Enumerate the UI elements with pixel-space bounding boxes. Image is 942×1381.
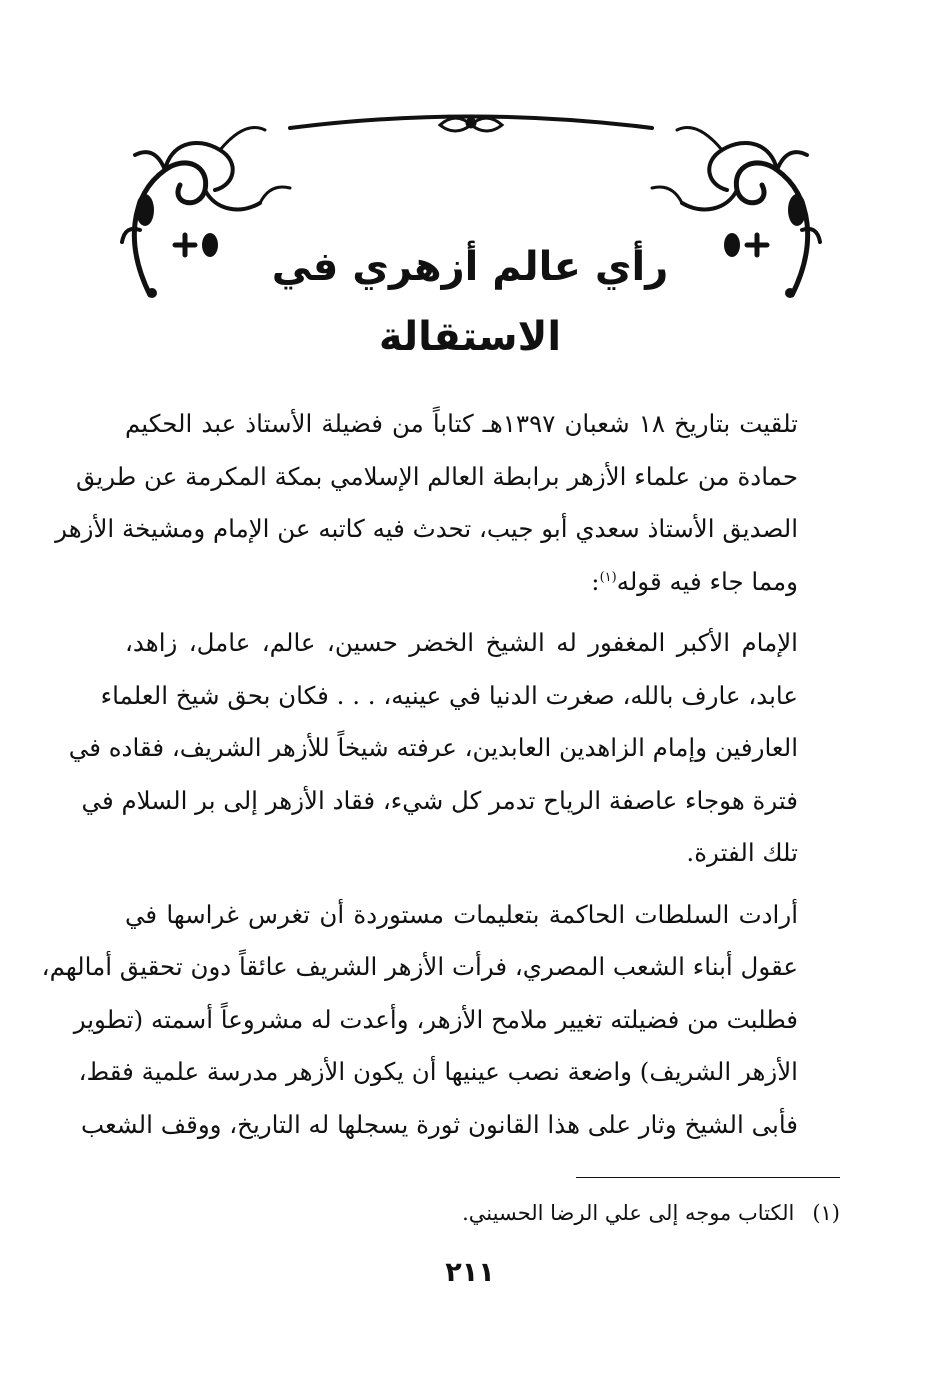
footnote-number: (١) xyxy=(812,1201,840,1225)
paragraph-2 xyxy=(68,617,840,880)
footnote xyxy=(340,1195,840,1231)
text-line xyxy=(125,556,840,609)
text-line: تلك الفترة. xyxy=(686,838,798,867)
text-line: تلقيت بتاريخ ١٨ شعبان ١٣٩٧هـ كتاباً من فضيلة الأستاذ عبد الحكيم xyxy=(125,409,799,438)
text-fragment: : xyxy=(591,566,600,596)
text-line: حمادة من علماء الأزهر برابطة العالم الإسلامي بمكة المكرمة عن طريق xyxy=(75,461,798,491)
text-line: عقول أبناء الشعب المصري، فرأت الأزهر الشريف عائقاً دون تحقيق أمالهم، xyxy=(41,952,798,981)
main-text xyxy=(41,398,840,1160)
footnote-separator xyxy=(576,1177,840,1178)
footnote-text: الكتاب موجه إلى علي الرضا الحسيني. xyxy=(462,1201,795,1225)
text-fragment: ومما جاء فيه قوله xyxy=(616,566,798,596)
page-number: ٢١١ xyxy=(445,1257,495,1288)
text-line: الصديق الأستاذ سعدي أبو جيب، تحدث فيه كاتبه عن الإمام ومشيخة الأزهر xyxy=(55,514,798,543)
paragraph-3 xyxy=(41,889,840,1152)
text-line: العارفين وإمام الزاهدين العابدين، عرفته شيخاً للأزهر الشريف، فقاده في xyxy=(68,733,798,762)
text-line: فأبى الشيخ وثار على هذا القانون ثورة يسجلها له التاريخ، ووقف الشعب xyxy=(80,1109,798,1139)
text-line: فترة هوجاء عاصفة الرياح تدمر كل شيء، فقاد الأزهر إلى بر السلام في xyxy=(81,785,798,815)
text-line: الإمام الأكبر المغفور له الشيخ الخضر حسين، عالم، عامل، زاهد، xyxy=(125,628,798,657)
footnote-reference[interactable]: (١) xyxy=(599,569,617,585)
page-title: رأي عالم أزهري في الاستقالة xyxy=(271,244,669,360)
text-line: الأزهر الشريف) واضعة نصب عينيها أن يكون الأزهر مدرسة علمية فقط، xyxy=(78,1057,798,1086)
text-line: عابد، عارف بالله، صغرت الدنيا في عينيه، . . . فكان بحق شيخ العلماء xyxy=(100,680,798,710)
text-line: أرادت السلطات الحاكمة بتعليمات مستوردة أن تغرس غراسها في xyxy=(125,899,798,929)
text-line: فطلبت من فضيلته تغيير ملامح الأزهر، وأعدت له مشروعاً أسمته (تطوير xyxy=(73,1004,798,1034)
paragraph-1 xyxy=(55,398,840,608)
